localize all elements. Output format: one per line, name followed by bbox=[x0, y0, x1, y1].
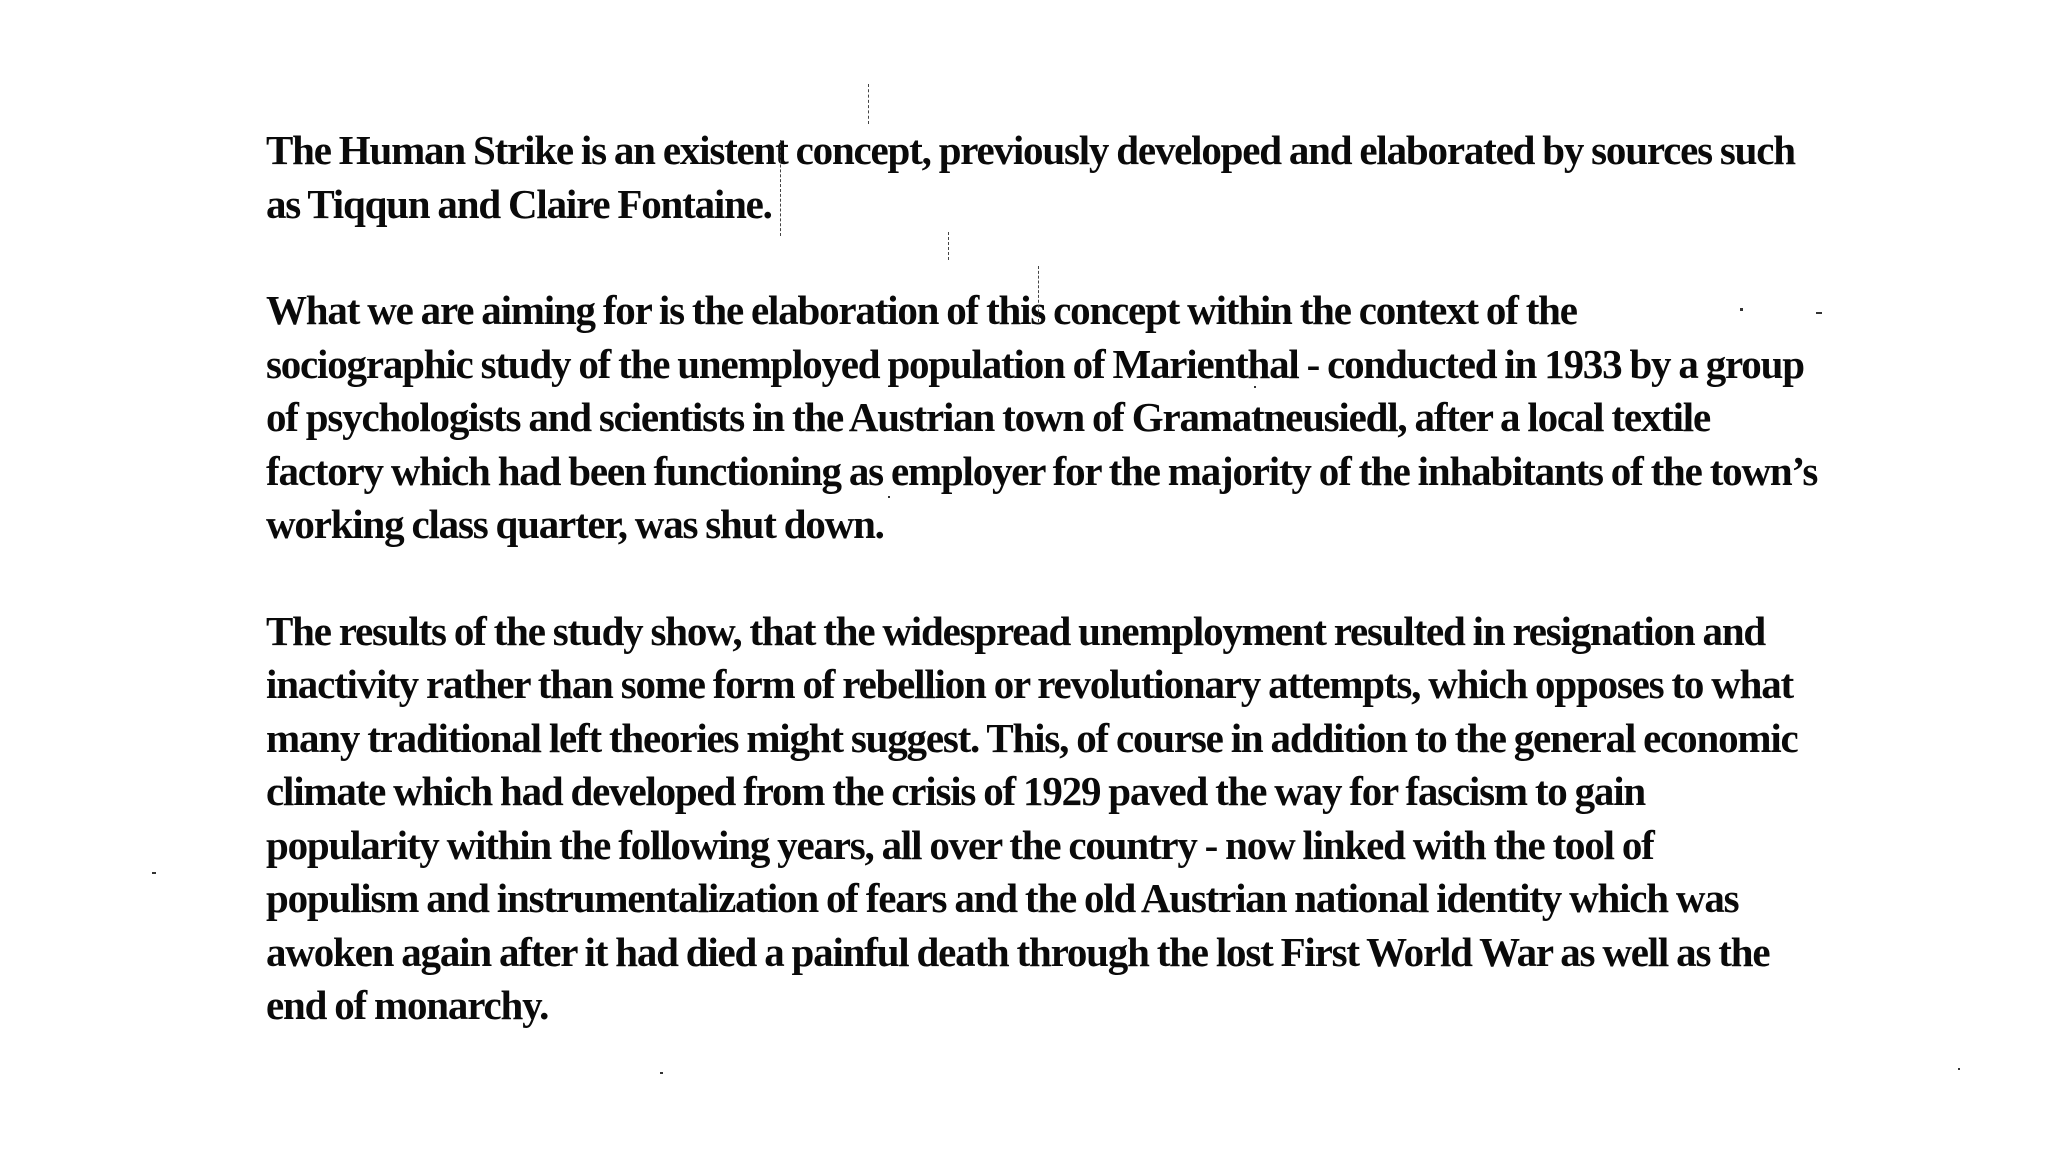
paragraph-intro: The Human Strike is an existent concept, previously developed and elaborated by sources such as Tiqqun and Claire Fontaine. bbox=[266, 127, 1795, 227]
paragraph-results: The results of the study show, that the widespread unemployment resulted in resignation and inactivity rather than some form of rebellion or revolutionary attempts, which opposes to what many traditional left theories might suggest. This, of course in addition to the general economic climate which had developed from the crisis of 1929 paved the way for fascism to gain popularity within the following years, all over the country - now linked with the tool of populism and instrumentalization of fears and the old Austrian national identity which was awoken again after it had died a painful death through the lost First World War as well as the end of monarchy. bbox=[266, 607, 1798, 1028]
scan-artifact-dot bbox=[1816, 312, 1822, 314]
scan-artifact-line bbox=[1038, 266, 1040, 322]
document-body bbox=[266, 124, 1866, 1033]
scan-artifact-line bbox=[868, 84, 870, 124]
scan-artifact-line bbox=[948, 232, 950, 260]
scan-artifact-dot bbox=[152, 872, 156, 874]
scan-artifact-dot bbox=[660, 1072, 663, 1074]
scan-artifact-dot bbox=[888, 496, 890, 498]
scan-artifact-dot bbox=[1740, 308, 1743, 311]
scan-artifact-line bbox=[780, 140, 782, 236]
scan-artifact-dot bbox=[1254, 386, 1256, 388]
scan-artifact-dot bbox=[1958, 1068, 1960, 1070]
paragraph-aim: What we are aiming for is the elaboration of this concept within the context of the sociographic study of the unemployed population of Marienthal - conducted in 1933 by a group of psychologists and scientists in the Austrian town of Gramatneusiedl, after a local textile factory which had been functioning as employer for the majority of the inhabitants of the town’s working class quarter, was shut down. bbox=[266, 287, 1818, 547]
